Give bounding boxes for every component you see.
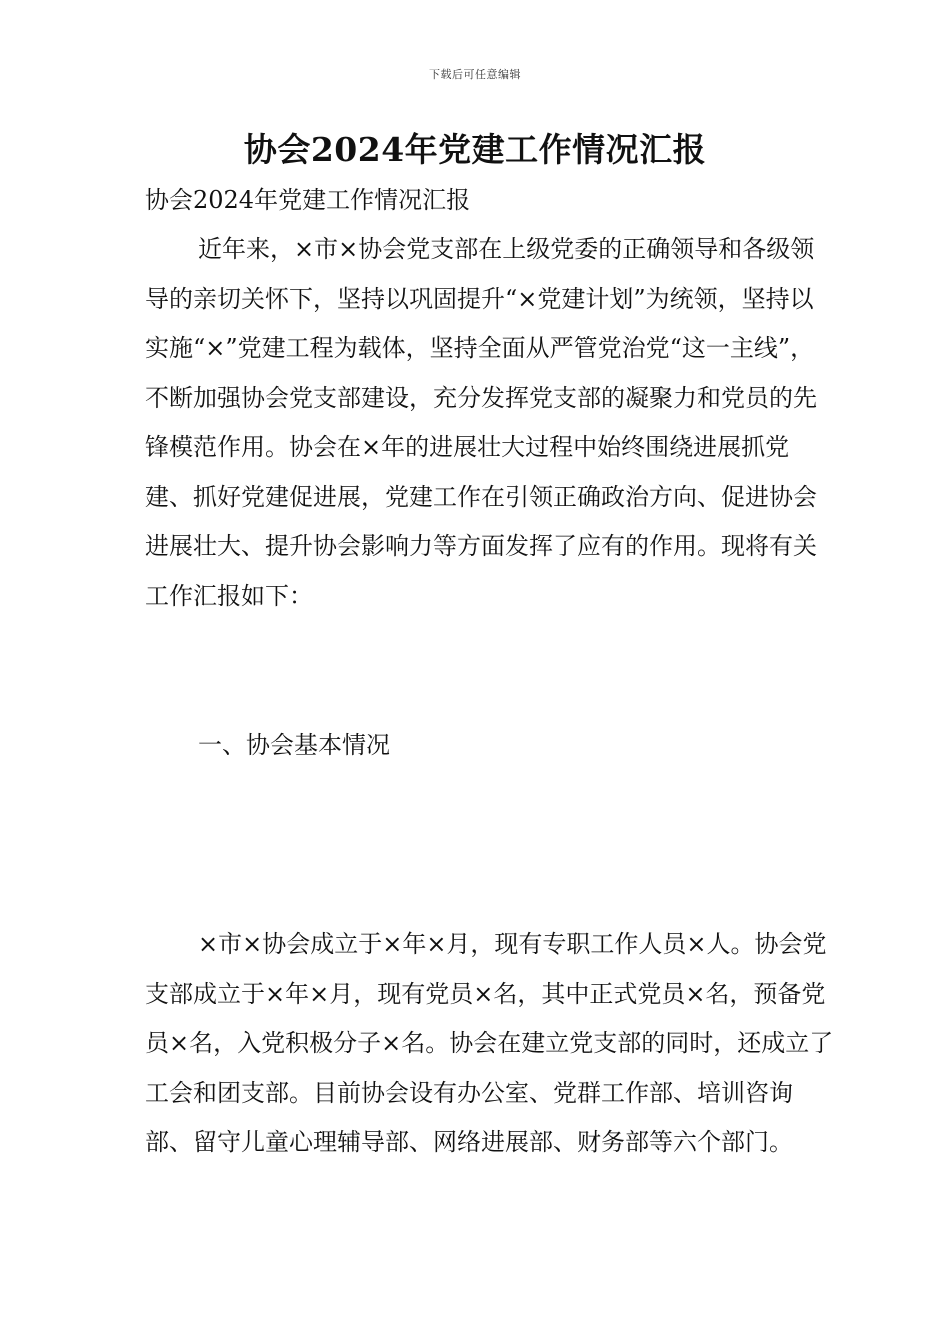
section-heading-basic-info: 一、协会基本情况 <box>198 731 390 759</box>
header-note: 下载后可任意编辑 <box>429 68 521 81</box>
paragraph-basic-info: ×市×协会成立于×年×月，现有专职工作人员×人。协会党支部成立于×年×月，现有党员×名，其中正式党员×名，预备党员×名，入党积极分子×名。协会在建立党支部的同时，还成立了工会和团支部。目前协会设有办公室、党群工作部、培训咨询部、留守儿童心理辅导部、网络进展部、财务部等六个部门。 <box>145 930 834 1156</box>
document-subtitle: 协会2024年党建工作情况汇报 <box>145 186 471 214</box>
paragraph-intro: 近年来，×市×协会党支部在上级党委的正确领导和各级领导的亲切关怀下，坚持以巩固提升“×党建计划”为统领，坚持以实施“×”党建工程为载体，坚持全面从严管党治党“这一主线”，不断加强协会党支部建设，充分发挥党支部的凝聚力和党员的先锋模范作用。协会在×年的进展壮大过程中始终围绕进展抓党建、抓好党建促进展，党建工作在引领正确政治方向、促进协会进展壮大、提升协会影响力等方面发挥了应有的作用。现将有关工作汇报如下： <box>145 235 817 610</box>
document-title: 协会2024年党建工作情况汇报 <box>243 130 707 169</box>
